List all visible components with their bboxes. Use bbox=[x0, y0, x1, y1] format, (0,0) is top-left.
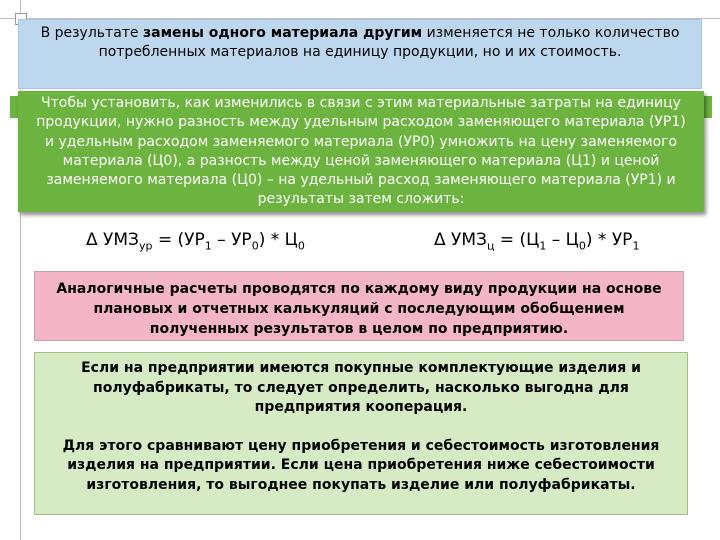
purchase-block bbox=[34, 352, 688, 515]
method-text: Чтобы установить, как изменились в связи с этим материальные затраты на единицу продукции, нужно разность между удельным расходом заменяющего материала (УР1) и удельным расходом заменяемого материала (УР0) умножить на цену заменяемого материала (Ц0), а разность между ценой заменяющего материала (Ц1) и ценой заменяемого материала (Ц0) – на удельный расход заменяющего материала (УР1) и результаты затем сложить: bbox=[36, 95, 686, 208]
intro-bold-text: замены одного материала другим bbox=[143, 25, 423, 41]
formula-price: Δ $УМЗ_ц = (Ц_1 - Ц_0) * УР_1$ bbox=[434, 230, 640, 253]
green-side-tab-right bbox=[704, 96, 712, 118]
method-block bbox=[18, 91, 704, 212]
formula-specific-consumption: Δ $УМЗ_{ур} = (УР_1 - УР_0) * Ц_0$ bbox=[86, 230, 305, 253]
analog-block bbox=[34, 271, 684, 341]
intro-text-2: изменяется не только количество потребленных материалов на единицу продукции, но и их стоимость. bbox=[98, 25, 680, 60]
intro-text-1: В результате bbox=[40, 25, 143, 41]
purchase-paragraph-2: Для этого сравнивают цену приобретения и себестоимость изготовления изделия на предприятии. Если цена приобретения ниже себестоимости изготовления, то выгоднее покупать изделие или полуфабрикаты. bbox=[62, 437, 660, 493]
green-side-tab-left bbox=[10, 96, 18, 118]
intro-block bbox=[18, 19, 702, 89]
analog-text: Аналогичные расчеты проводятся по каждому виду продукции на основе плановых и отчетных калькуляций с последующим обобщением полученных результатов в целом по предприятию. bbox=[56, 281, 662, 337]
purchase-paragraph-1: Если на предприятии имеются покупные комплектующие изделия и полуфабрикаты, то следует определить, насколько выгодна для предприятия кооперация. bbox=[81, 360, 641, 415]
